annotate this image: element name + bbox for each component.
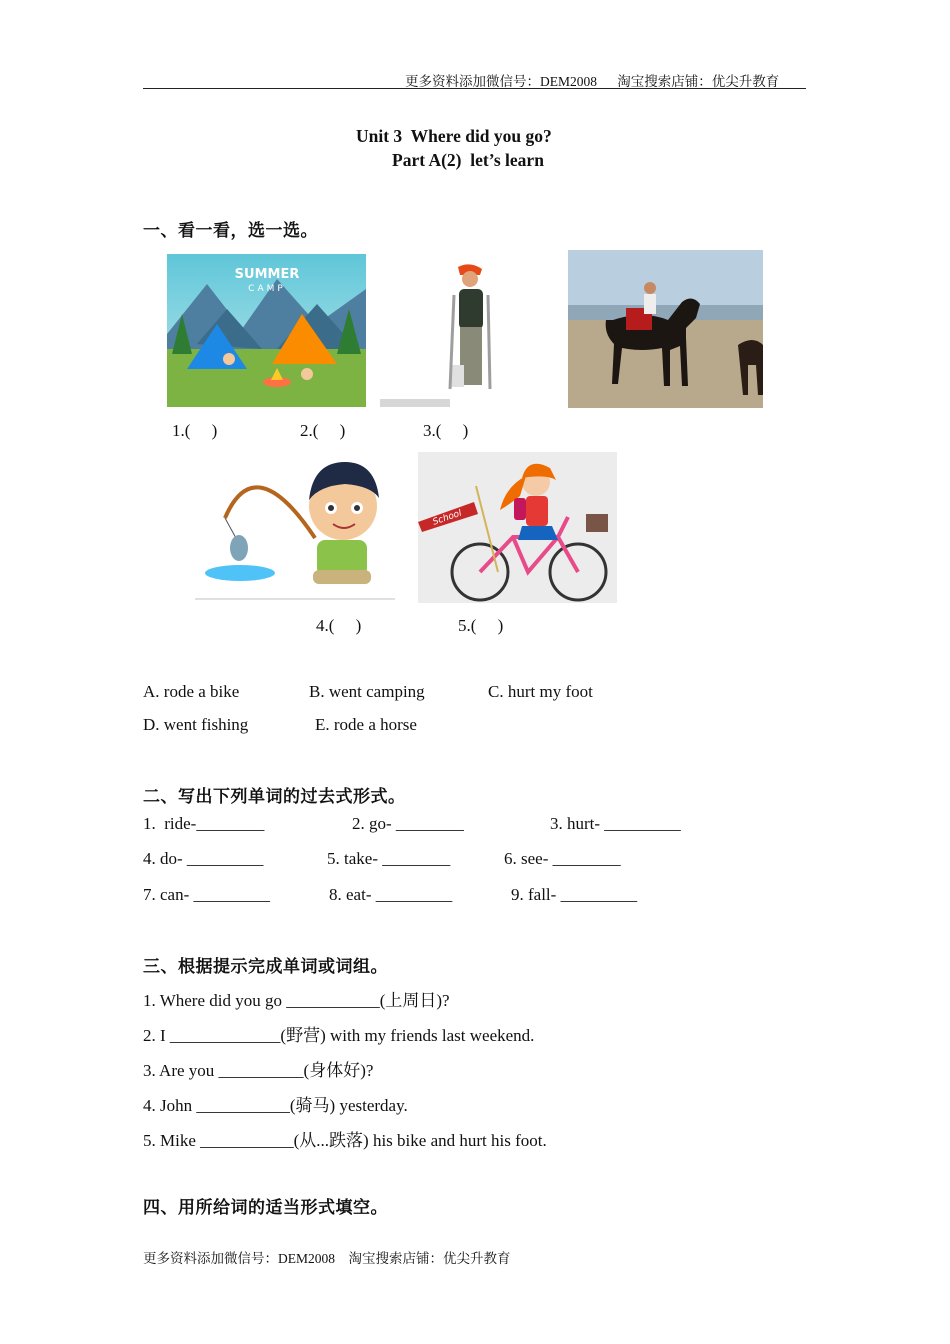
- past-tense-item-1[interactable]: 1. ride-________: [143, 814, 265, 833]
- camping-illustration: [167, 254, 366, 407]
- answer-blank-3[interactable]: 3.( ): [423, 421, 469, 440]
- summer-label: SUMMER: [234, 267, 300, 282]
- answer-blank-2[interactable]: 2.( ): [300, 421, 346, 440]
- past-tense-item-6[interactable]: 6. see- ________: [504, 849, 621, 868]
- answer-blank-4[interactable]: 4.( ): [316, 616, 362, 635]
- section3-heading: 三、根据提示完成单词或词组。: [143, 957, 388, 977]
- past-tense-item-5[interactable]: 5. take- ________: [327, 849, 451, 868]
- fishing-picture: [195, 458, 395, 604]
- camp-label: CAMP: [248, 284, 286, 294]
- bike-illustration: [418, 452, 617, 603]
- option-e: E. rode a horse: [315, 715, 417, 734]
- past-tense-item-7[interactable]: 7. can- _________: [143, 885, 271, 904]
- hurt-foot-picture: [380, 255, 500, 407]
- header-divider: [143, 88, 806, 89]
- bike-riding-picture: [418, 452, 617, 603]
- section4-heading: 四、用所给词的适当形式填空。: [143, 1198, 388, 1218]
- horse-photo: [568, 250, 763, 408]
- option-b: B. went camping: [309, 682, 425, 701]
- completion-item-5[interactable]: 5. Mike ___________(从...跌落) his bike and hurt his foot.: [143, 1131, 547, 1150]
- school-flag-label: School: [431, 508, 464, 528]
- completion-item-1[interactable]: 1. Where did you go ___________(上周日)?: [143, 991, 450, 1010]
- section1-heading: 一、看一看，选一选。: [143, 221, 318, 241]
- completion-item-4[interactable]: 4. John ___________(骑马) yesterday.: [143, 1096, 408, 1115]
- completion-item-3[interactable]: 3. Are you __________(身体好)?: [143, 1061, 374, 1080]
- past-tense-item-9[interactable]: 9. fall- _________: [511, 885, 638, 904]
- past-tense-item-4[interactable]: 4. do- _________: [143, 849, 264, 868]
- completion-item-2[interactable]: 2. I _____________(野营) with my friends last weekend.: [143, 1026, 535, 1045]
- horse-riding-picture: [568, 250, 763, 408]
- section2-heading: 二、写出下列单词的过去式形式。: [143, 787, 406, 807]
- crutches-illustration: [380, 255, 500, 407]
- past-tense-item-8[interactable]: 8. eat- _________: [329, 885, 453, 904]
- header-text: 更多资料添加微信号：DEM2008 淘宝搜索店铺：优尖升教育: [405, 74, 780, 89]
- footer-text: 更多资料添加微信号：DEM2008 淘宝搜索店铺：优尖升教育: [143, 1251, 511, 1266]
- option-c: C. hurt my foot: [488, 682, 593, 701]
- page-title: Unit 3 Where did you go?: [356, 126, 552, 146]
- page-subtitle: Part A(2) let’s learn: [392, 150, 544, 170]
- camping-picture: [167, 254, 366, 407]
- answer-blank-1[interactable]: 1.( ): [172, 421, 218, 440]
- option-d: D. went fishing: [143, 715, 249, 734]
- past-tense-item-3[interactable]: 3. hurt- _________: [550, 814, 681, 833]
- answer-blank-5[interactable]: 5.( ): [458, 616, 504, 635]
- past-tense-item-2[interactable]: 2. go- ________: [352, 814, 464, 833]
- option-a: A. rode a bike: [143, 682, 240, 701]
- fishing-illustration: [195, 458, 395, 604]
